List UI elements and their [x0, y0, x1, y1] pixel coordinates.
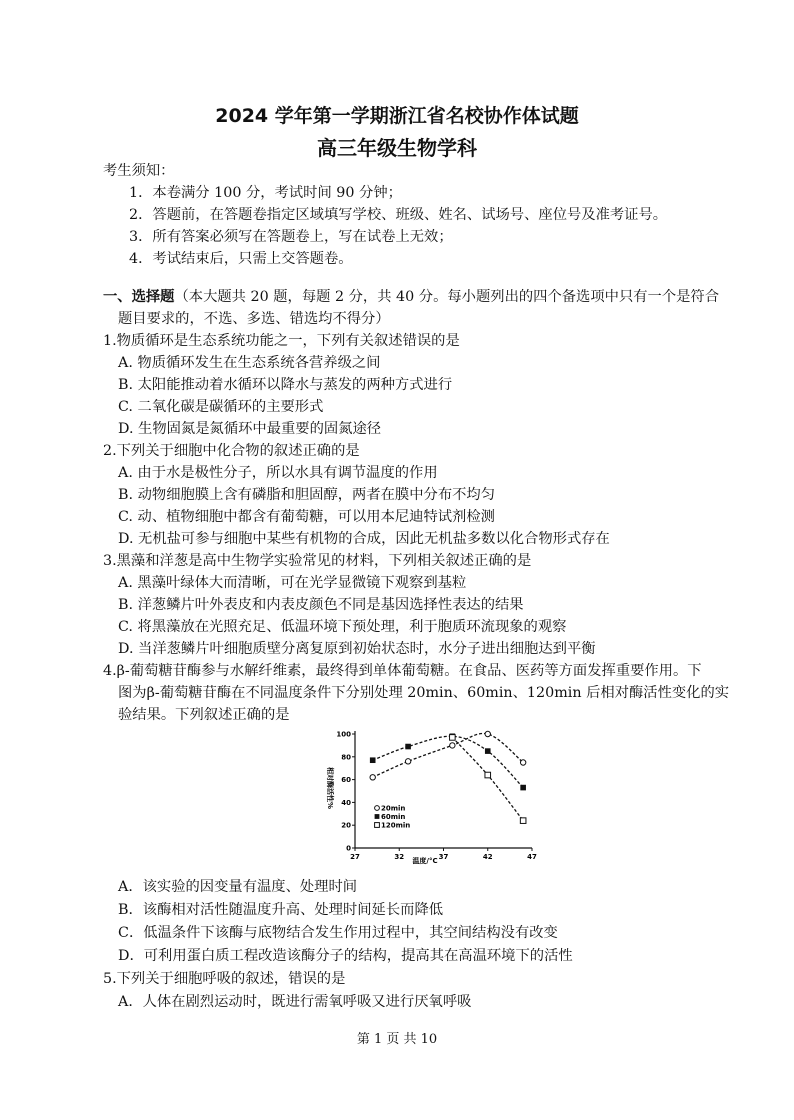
- y-tick-label: 60: [341, 776, 351, 785]
- notice-item-3: 3．所有答案必须写在答题卷上，写在试卷上无效；: [129, 229, 453, 245]
- x-axis-label: 温度/°C: [412, 857, 438, 865]
- chart-ticks: [336, 731, 537, 862]
- notice-heading: 考生须知：: [103, 163, 175, 179]
- series-curve-60min: [373, 736, 523, 787]
- q4-stem-line-3: 验结果。下列叙述正确的是: [118, 707, 290, 723]
- page-number: 第 1 页 共 10: [356, 1032, 438, 1047]
- notice-item-1: 1．本卷满分 100 分，考试时间 90 分钟；: [129, 185, 402, 201]
- data-point-20min: [370, 775, 375, 780]
- q2-option-a: A. 由于水是极性分子，所以水具有调节温度的作用: [118, 465, 438, 481]
- data-point-120min: [520, 818, 526, 824]
- data-point-60min: [370, 757, 376, 763]
- q5-option-a: A．人体在剧烈运动时，既进行需氧呼吸又进行厌氧呼吸: [118, 994, 472, 1010]
- q1-option-c: C. 二氧化碳是碳循环的主要形式: [118, 399, 324, 415]
- data-point-20min: [405, 759, 410, 764]
- q4-option-d: D．可利用蛋白质工程改造该酶分子的结构，提高其在高温环境下的活性: [118, 948, 573, 964]
- legend-label-20min: 20min: [381, 804, 406, 813]
- exam-title: 2024 学年第一学期浙江省名校协作体试题: [215, 105, 579, 127]
- data-point-120min: [450, 735, 456, 741]
- x-tick-label: 27: [350, 853, 360, 861]
- x-tick-label: 37: [438, 853, 449, 861]
- x-tick-label: 47: [527, 853, 537, 861]
- exam-subtitle: 高三年级生物学科: [317, 136, 477, 160]
- q3-option-b: B. 洋葱鳞片叶外表皮和内表皮颜色不同是基因选择性表达的结果: [118, 597, 524, 613]
- data-point-60min: [405, 744, 411, 750]
- q1-option-a: A. 物质循环发生在生态系统各营养级之间: [118, 355, 381, 371]
- x-tick-label: 32: [394, 853, 405, 861]
- data-point-60min: [485, 748, 491, 754]
- legend-label-60min: 60min: [381, 813, 406, 821]
- legend-marker-60min: [375, 814, 380, 819]
- q2-option-b: B. 动物细胞膜上含有磷脂和胆固醇，两者在膜中分布不均匀: [118, 487, 496, 503]
- q3-option-a: A. 黑藻叶绿体大而清晰，可在光学显微镜下观察到基粒: [118, 575, 467, 591]
- q4-stem-line-2: 图为β-葡萄糖苷酶在不同温度条件下分别处理 20min、60min、120min 后相对酶活性变化的实: [118, 685, 730, 701]
- q4-stem-line-1: 4.β-葡萄糖苷酶参与水解纤维素，最终得到单体葡萄糖。在食品、医药等方面发挥重要作用。下: [103, 663, 702, 679]
- q3-stem: 3.黑藻和洋葱是高中生物学实验常见的材料，下列相关叙述正确的是: [103, 553, 532, 569]
- q1-option-d: D. 生物固氮是氮循环中最重要的固氮途径: [118, 421, 382, 437]
- data-point-20min: [450, 743, 455, 748]
- x-tick-label: 42: [482, 853, 493, 861]
- q2-stem: 2.下列关于细胞中化合物的叙述正确的是: [103, 443, 360, 459]
- q3-option-c: C. 将黑藻放在光照充足、低温环境下预处理，利于胞质环流现象的观察: [118, 619, 567, 635]
- section-desc-2: 题目要求的，不选、多选、错选均不得分）: [118, 311, 390, 327]
- section-header: [103, 287, 719, 307]
- q4-option-b: B．该酶相对活性随温度升高、处理时间延长而降低: [118, 902, 444, 918]
- data-point-20min: [485, 731, 490, 736]
- q2-option-d: D. 无机盐可参与细胞中某些有机物的合成，因此无机盐多数以化合物形式存在: [118, 531, 610, 547]
- y-tick-label: 100: [336, 730, 351, 739]
- y-tick-label: 20: [341, 821, 351, 830]
- q3-option-d: D. 当洋葱鳞片叶细胞质壁分离复原到初始状态时，水分子进出细胞达到平衡: [118, 641, 596, 657]
- legend-label-120min: 120min: [381, 821, 411, 830]
- notice-item-4: 4．考试结束后，只需上交答题卷。: [129, 251, 353, 267]
- legend-marker-120min: [375, 823, 380, 828]
- q4-option-c: C．低温条件下该酶与底物结合发生作用过程中，其空间结构没有改变: [118, 925, 558, 941]
- data-point-60min: [520, 785, 526, 791]
- y-axis-label: 相对酶活性%: [326, 766, 334, 810]
- section-title: 一、选择题: [103, 289, 175, 305]
- y-tick-label: 80: [341, 753, 351, 762]
- q5-stem: 5.下列关于细胞呼吸的叙述，错误的是: [103, 971, 346, 987]
- q1-option-b: B. 太阳能推动着水循环以降水与蒸发的两种方式进行: [118, 377, 453, 393]
- chart-legend: [375, 805, 411, 830]
- y-tick-label: 40: [341, 798, 351, 807]
- series-curve-20min: [373, 733, 523, 777]
- section-desc-1: （本大题共 20 题，每题 2 分，共 40 分。每小题列出的四个备选项中只有一个是符合: [174, 289, 720, 305]
- y-tick-label: 0: [346, 844, 351, 853]
- enzyme-activity-chart: [315, 722, 555, 872]
- data-point-20min: [520, 760, 525, 765]
- q2-option-c: C. 动、植物细胞中都含有葡萄糖，可以用本尼迪特试剂检测: [118, 509, 495, 525]
- q4-option-a: A．该实验的因变量有温度、处理时间: [118, 879, 358, 895]
- legend-marker-20min: [375, 806, 380, 811]
- notice-item-2: 2．答题前，在答题卷指定区域填写学校、班级、姓名、试场号、座位号及准考证号。: [129, 207, 668, 223]
- q1-stem: 1.物质循环是生态系统功能之一，下列有关叙述错误的是: [103, 333, 460, 349]
- data-point-120min: [485, 772, 491, 778]
